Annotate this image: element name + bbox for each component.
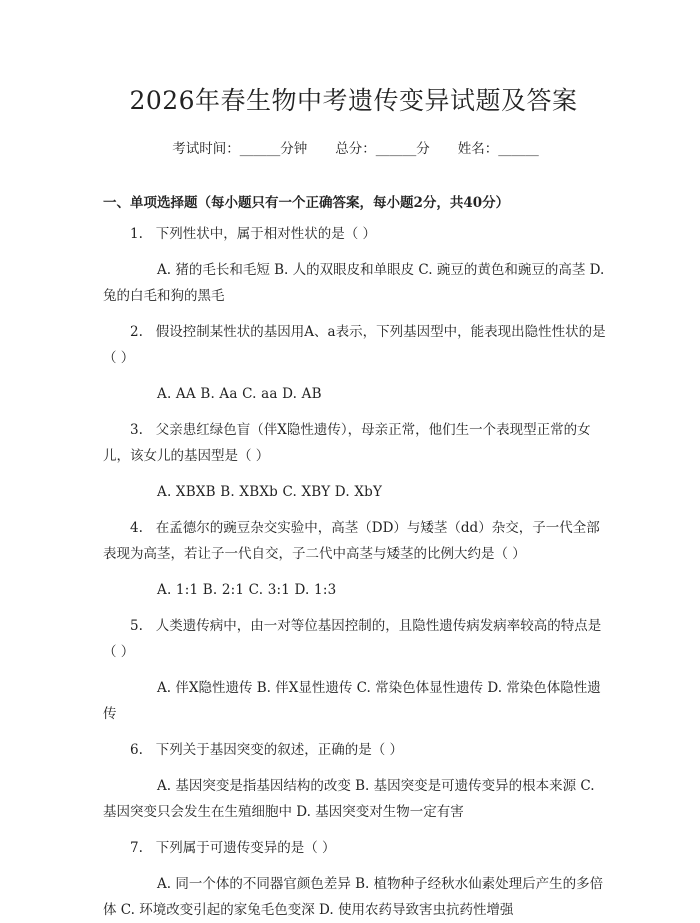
question-stem (103, 319, 608, 371)
question-item (103, 737, 608, 825)
question-options: A. XBXB B. XBXb C. XBY D. XbY (157, 484, 383, 500)
question-text: 在孟德尔的豌豆杂交实验中，高茎（DD）与矮茎（dd）杂交，子一代全部表现为高茎，若让子一代自交，子二代中高茎与矮茎的比例大约是（ ） (103, 520, 600, 562)
question-item (103, 319, 608, 407)
question-stem (103, 613, 608, 665)
question-item (103, 221, 608, 309)
question-text: 父亲患红绿色盲（伴X隐性遗传），母亲正常，他们生一个表现型正常的女儿，该女儿的基因型是（ ） (103, 422, 591, 464)
question-number: 1. (130, 226, 143, 242)
exam-time-field: 考试时间：______分钟 (172, 141, 308, 157)
question-text: 下列属于可遗传变异的是（ ） (155, 840, 336, 856)
question-number: 7. (130, 840, 143, 856)
question-number: 2. (130, 324, 143, 340)
question-stem (103, 417, 608, 469)
question-stem (103, 515, 608, 567)
question-text: 下列关于基因突变的叙述，正确的是（ ） (155, 742, 404, 758)
exam-meta (103, 139, 608, 159)
question-options: A. AA B. Aa C. aa D. AB (157, 386, 322, 402)
question-item (103, 515, 608, 603)
question-options: A. 1:1 B. 2:1 C. 3:1 D. 1:3 (157, 582, 337, 598)
question-options: A. 同一个体的不同器官颜色差异 B. 植物种子经秋水仙素处理后产生的多倍体 C. 环境改变引起的家兔毛色变深 D. 使用农药导致害虫抗药性增强 (103, 876, 604, 918)
total-score-field: 总分：______分 (335, 141, 430, 157)
question-number: 6. (130, 742, 143, 758)
question-text: 下列性状中，属于相对性状的是（ ） (155, 226, 377, 242)
question-number: 3. (130, 422, 143, 438)
question-item (103, 417, 608, 505)
question-item (103, 835, 608, 923)
question-number: 4. (130, 520, 143, 536)
name-field: 姓名：______ (457, 141, 539, 157)
question-text: 假设控制某性状的基因用A、a表示，下列基因型中，能表现出隐性性状的是（ ） (103, 324, 606, 366)
question-options: A. 基因突变是指基因结构的改变 B. 基因突变是可遗传变异的根本来源 C. 基因突变只会发生在生殖细胞中 D. 基因突变对生物一定有害 (103, 778, 595, 820)
question-item (103, 613, 608, 727)
question-list (103, 221, 608, 923)
question-stem (103, 221, 608, 247)
question-stem (103, 737, 608, 763)
page-title: 2026年春生物中考遗传变异试题及答案 (129, 86, 578, 115)
section-heading: 一、单项选择题（每小题只有一个正确答案，每小题2分，共40分） (103, 195, 510, 211)
question-options: A. 伴X隐性遗传 B. 伴X显性遗传 C. 常染色体显性遗传 D. 常染色体隐性遗传 (103, 680, 601, 722)
question-text: 人类遗传病中，由一对等位基因控制的，且隐性遗传病发病率较高的特点是（ ） (103, 618, 602, 660)
question-options: A. 猪的毛长和毛短 B. 人的双眼皮和单眼皮 C. 豌豆的黄色和豌豆的高茎 D. 兔的白毛和狗的黑毛 (103, 262, 605, 304)
question-stem (103, 835, 608, 861)
question-number: 5. (130, 618, 143, 634)
